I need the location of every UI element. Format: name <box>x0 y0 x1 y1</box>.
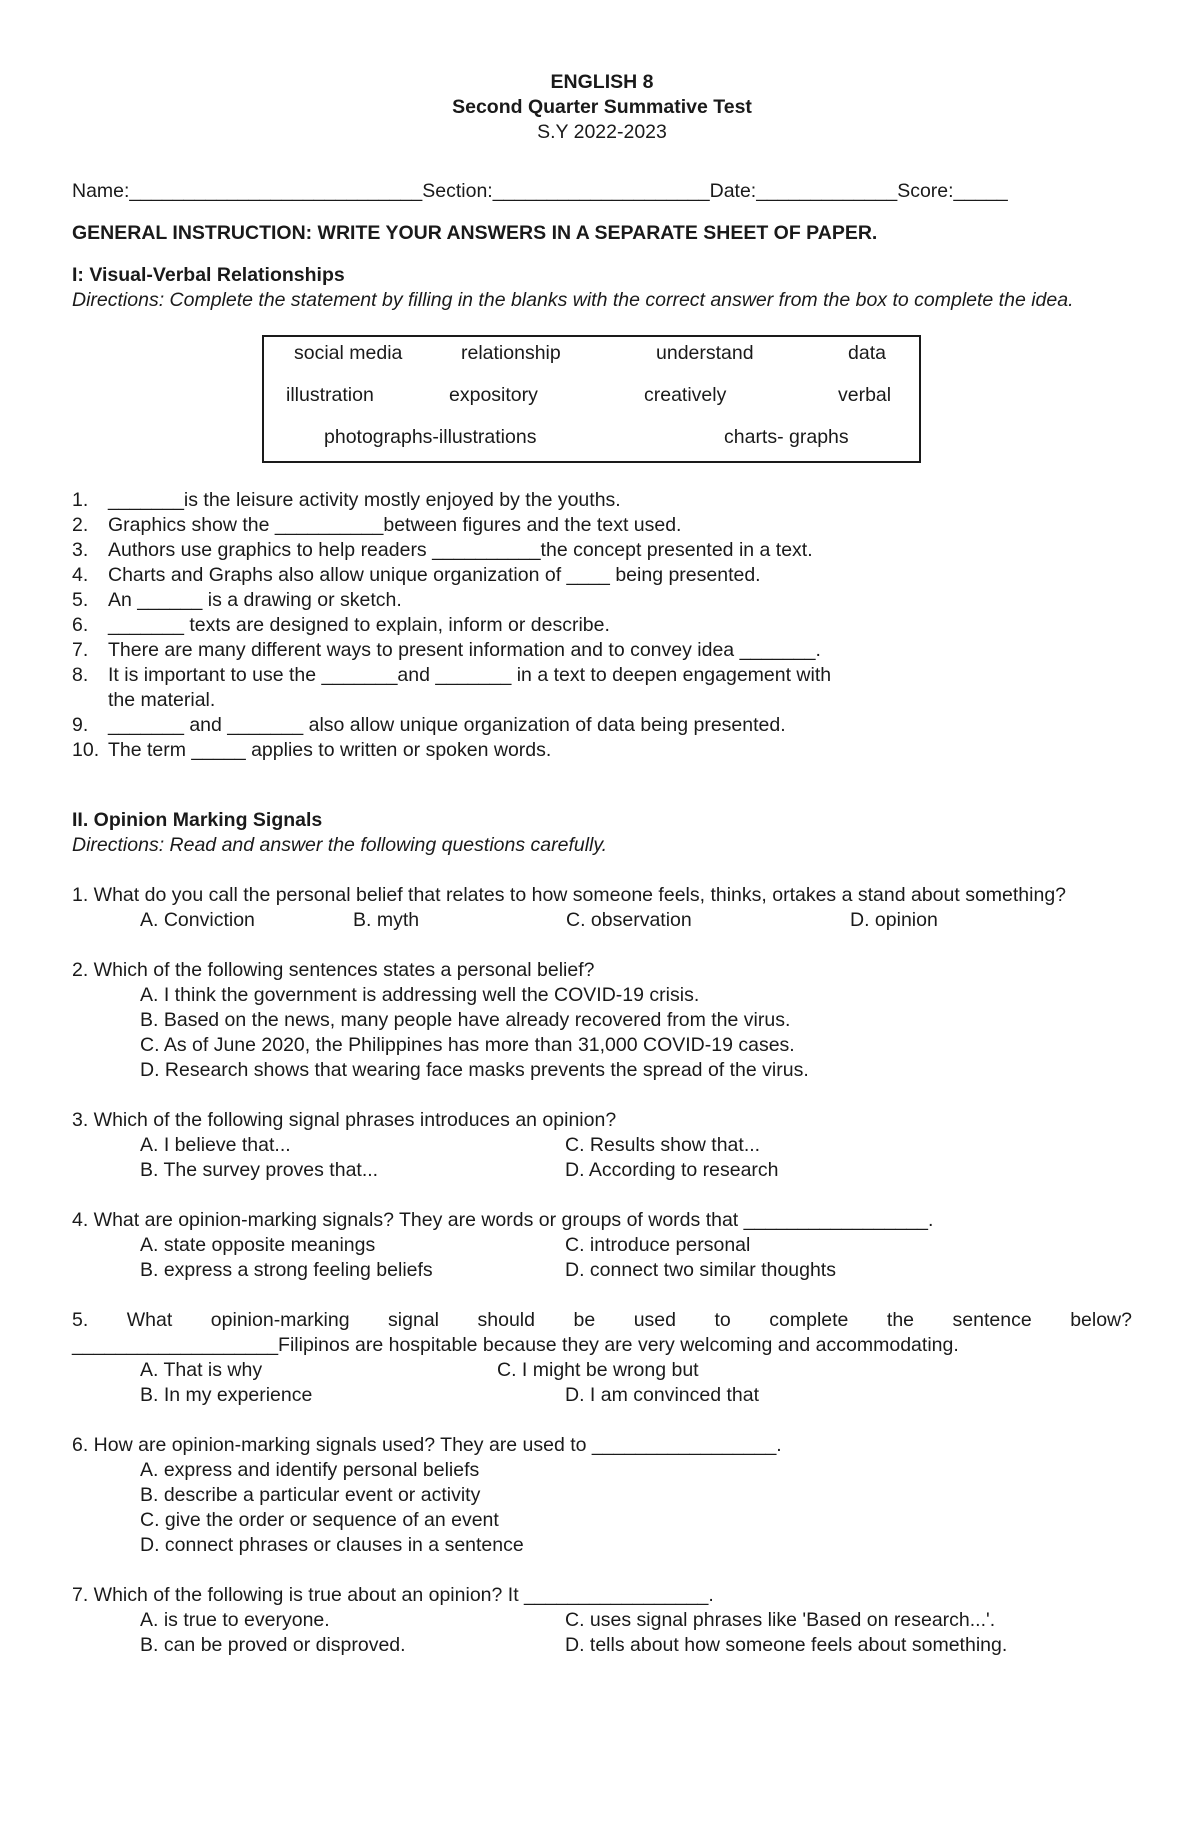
question-1: 1. What do you call the personal belief that relates to how someone feels, thinks, ortakes a stand about something? <box>72 884 1067 906</box>
word-bank-box <box>262 335 921 463</box>
option: D. tells about how someone feels about something. <box>565 1634 1008 1656</box>
question-6: 6. How are opinion-marking signals used? They are used to _________________. <box>72 1434 782 1456</box>
option: D. opinion <box>850 909 938 931</box>
question-7-options <box>140 1608 1132 1658</box>
option: D. Research shows that wearing face masks prevents the spread of the virus. <box>140 1059 809 1081</box>
question-4-options <box>140 1233 1132 1283</box>
question-6-options <box>140 1458 1132 1558</box>
list-item: 9. _______ and _______ also allow unique organization of data being presented. <box>72 714 786 736</box>
option: C. introduce personal <box>565 1234 751 1256</box>
option: C. give the order or sequence of an event <box>140 1509 499 1531</box>
question-2-options <box>140 983 1132 1083</box>
question-5-options-row2 <box>140 1383 1132 1408</box>
list-item: 1. _______is the leisure activity mostly enjoyed by the youths. <box>72 489 621 511</box>
option: D. I am convinced that <box>565 1384 760 1406</box>
word-bank-item: understand <box>656 342 754 364</box>
list-item: 6. _______ texts are designed to explain, inform or describe. <box>72 614 610 636</box>
option: B. myth <box>353 909 420 931</box>
question-3-options <box>140 1133 1132 1183</box>
section1-title: I: Visual-Verbal Relationships <box>72 264 345 286</box>
question-1-options <box>140 908 1132 933</box>
option: B. express a strong feeling beliefs <box>140 1259 433 1281</box>
word-bank-item: creatively <box>644 384 727 406</box>
option: C. As of June 2020, the Philippines has more than 31,000 COVID-19 cases. <box>140 1034 795 1056</box>
list-item: 4. Charts and Graphs also allow unique organization of ____ being presented. <box>72 564 761 586</box>
list-item: 5. An ______ is a drawing or sketch. <box>72 589 402 611</box>
question-2: 2. Which of the following sentences states a personal belief? <box>72 959 595 981</box>
option: A. express and identify personal beliefs <box>140 1459 480 1481</box>
option: A. state opposite meanings <box>140 1234 376 1256</box>
word-bank-item: data <box>848 342 886 364</box>
option: A. Conviction <box>140 909 255 931</box>
question-5-sentence: ___________________Filipinos are hospitable because they are very welcoming and accommodating. <box>72 1334 959 1356</box>
subject-title: ENGLISH 8 <box>550 71 654 93</box>
option: B. Based on the news, many people have already recovered from the virus. <box>140 1009 791 1031</box>
option: B. The survey proves that... <box>140 1159 379 1181</box>
list-item: 7. There are many different ways to present information and to convey idea _______. <box>72 639 821 661</box>
option: D. According to research <box>565 1159 779 1181</box>
general-instruction: GENERAL INSTRUCTION: WRITE YOUR ANSWERS IN A SEPARATE SHEET OF PAPER. <box>72 222 878 244</box>
option: B. In my experience <box>140 1384 313 1406</box>
question-5-options-row1 <box>140 1358 1132 1383</box>
option: D. connect two similar thoughts <box>565 1259 836 1281</box>
section2-title: II. Opinion Marking Signals <box>72 809 323 831</box>
school-year: S.Y 2022-2023 <box>537 121 667 143</box>
word-bank-item: illustration <box>286 384 374 406</box>
option: B. can be proved or disproved. <box>140 1634 406 1656</box>
list-item: 2. Graphics show the __________between figures and the text used. <box>72 514 682 536</box>
list-item: 8. It is important to use the _______and _______ in a text to deepen engagement with <box>72 664 832 686</box>
option: C. I might be wrong but <box>497 1359 699 1381</box>
word-bank-item: relationship <box>461 342 561 364</box>
option: A. I believe that... <box>140 1134 291 1156</box>
word-bank-item: expository <box>449 384 538 406</box>
option: C. Results show that... <box>565 1134 761 1156</box>
question-5: 5. What opinion-marking signal should be used to complete the sentence below? <box>72 1309 1132 1331</box>
question-4: 4. What are opinion-marking signals? They are words or groups of words that _________________. <box>72 1209 934 1231</box>
option: A. is true to everyone. <box>140 1609 330 1631</box>
question-3: 3. Which of the following signal phrases introduces an opinion? <box>72 1109 617 1131</box>
option: C. uses signal phrases like 'Based on research...'. <box>565 1609 996 1631</box>
list-item-continuation: the material. <box>108 689 216 711</box>
list-item: 10. The term _____ applies to written or spoken words. <box>72 739 552 761</box>
word-bank-item: verbal <box>838 384 892 406</box>
option: C. observation <box>566 909 692 931</box>
test-title: Second Quarter Summative Test <box>452 96 752 118</box>
list-item: 3. Authors use graphics to help readers __________the concept presented in a text. <box>72 539 813 561</box>
test-page <box>72 70 1132 1658</box>
student-info-line: Name:___________________________Section:____________________Date:_____________Score:_____ <box>72 180 1008 202</box>
option: A. That is why <box>140 1359 263 1381</box>
question-7: 7. Which of the following is true about an opinion? It _________________. <box>72 1584 714 1606</box>
word-bank-item: charts- graphs <box>724 426 849 448</box>
word-bank-item: social media <box>294 342 403 364</box>
section1-items <box>72 488 1132 763</box>
word-bank-item: photographs-illustrations <box>324 426 537 448</box>
option: D. connect phrases or clauses in a sentence <box>140 1534 524 1556</box>
option: B. describe a particular event or activity <box>140 1484 481 1506</box>
section1-directions: Directions: Complete the statement by filling in the blanks with the correct answer from the box to complete the idea. <box>72 289 1074 311</box>
section2-directions: Directions: Read and answer the following questions carefully. <box>72 834 608 856</box>
option: A. I think the government is addressing well the COVID-19 crisis. <box>140 984 700 1006</box>
